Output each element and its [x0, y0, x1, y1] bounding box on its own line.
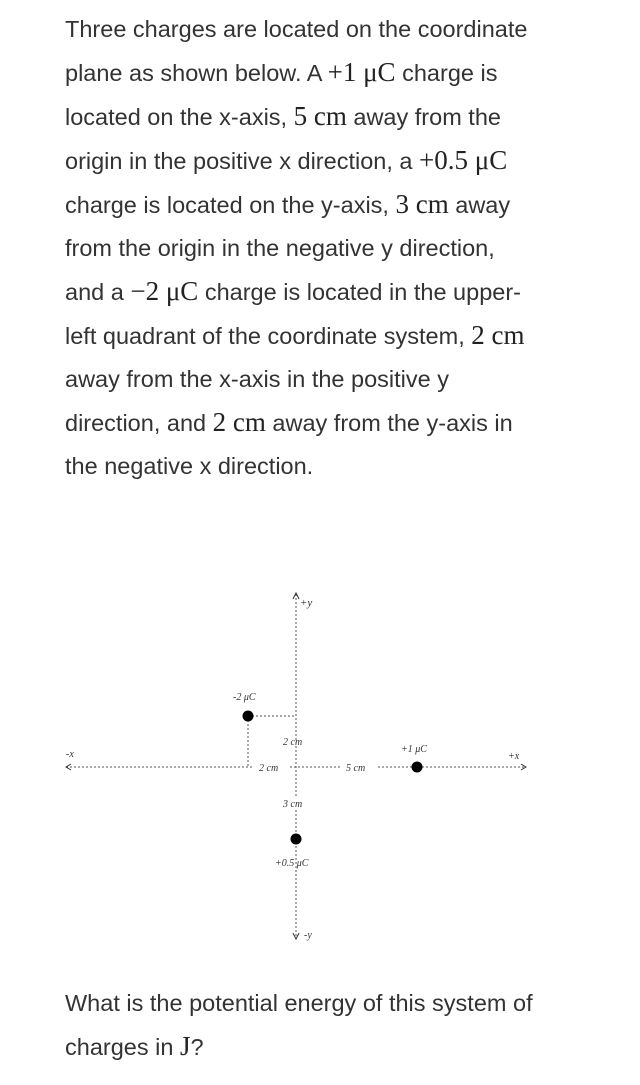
- problem-text: Three charges are located on the coordinate plane as shown below. A: [65, 16, 528, 86]
- charge-neg2: [243, 711, 254, 722]
- dimension-2cm-horizontal: 2 cm: [259, 763, 279, 774]
- question: [65, 982, 535, 1069]
- math-distance-5cm: 5 cm: [293, 101, 347, 131]
- problem-text: away from the y-axis in the negative x direction.: [65, 410, 513, 479]
- question-text: ?: [190, 1034, 204, 1060]
- problem-text: away from the origin in the positive x direction, a: [65, 104, 501, 174]
- question-text: What is the potential energy of this system of charges in: [65, 990, 533, 1060]
- axis-label-plus-x: +x: [508, 751, 520, 762]
- charge-pos05-label: +0.5 μC: [275, 858, 309, 869]
- charge-pos05: [291, 834, 302, 845]
- math-distance-2cm-y: 2 cm: [471, 320, 525, 350]
- problem-text: charge is located in the upper-left quadrant of the coordinate system,: [65, 279, 521, 349]
- problem-text: charge is located on the y-axis,: [65, 192, 396, 218]
- dimension-5cm: 5 cm: [346, 763, 366, 774]
- problem-text: charge is located on the x-axis,: [65, 60, 498, 130]
- problem-text: away from the origin in the negative y direction, and a: [65, 192, 511, 305]
- charge-pos1: [412, 762, 423, 773]
- problem-text: away from the x-axis in the positive y direction, and: [65, 366, 449, 436]
- math-distance-3cm: 3 cm: [395, 189, 449, 219]
- charge-pos1-label: +1 μC: [401, 744, 427, 755]
- dimension-2cm-vertical: 2 cm: [283, 737, 303, 748]
- axis-label-minus-y: -y: [304, 930, 312, 941]
- math-distance-2cm-x: 2 cm: [212, 407, 266, 437]
- math-charge-plus-1: +1 μC: [327, 57, 396, 87]
- axis-label-plus-y: +y: [300, 597, 313, 609]
- math-unit-joule: J: [179, 1031, 191, 1061]
- dimension-3cm: 3 cm: [283, 799, 303, 810]
- charge-neg2-label: -2 μC: [233, 692, 256, 703]
- axis-label-minus-x: -x: [66, 749, 74, 760]
- math-charge-plus-0-5: +0.5 μC: [419, 145, 508, 175]
- math-charge-minus-2: −2 μC: [130, 276, 199, 306]
